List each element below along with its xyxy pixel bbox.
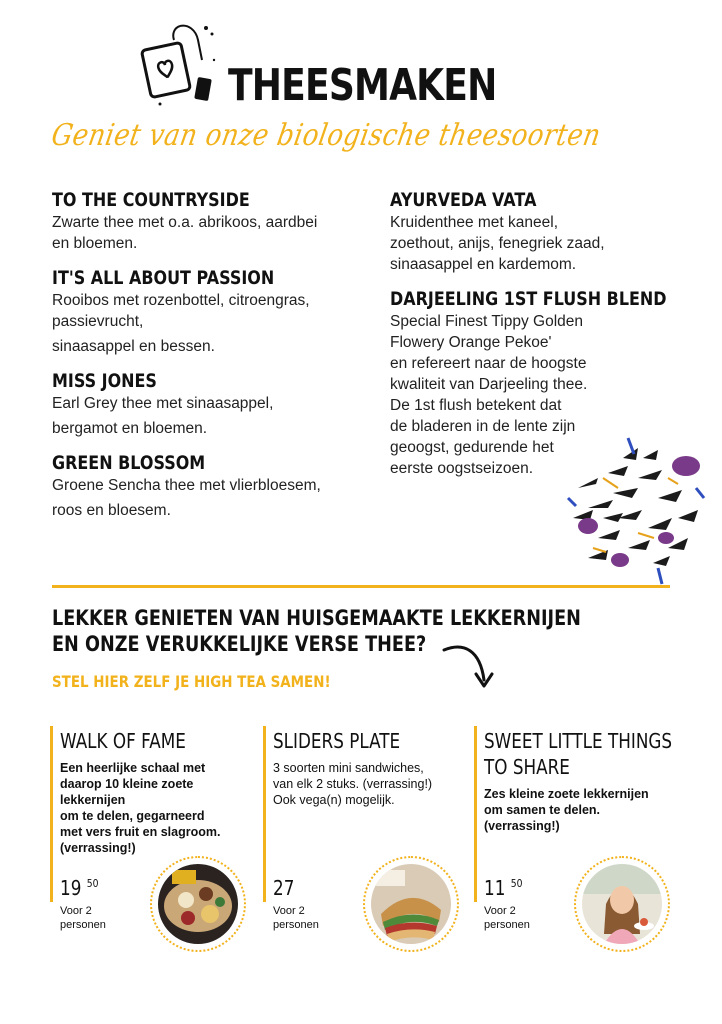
- tea-description-line: Earl Grey thee met sinaasappel,: [52, 395, 274, 412]
- menu-card-sliders-plate: [263, 726, 468, 976]
- tea-description-line: roos en bloesem.: [52, 502, 171, 519]
- tea-description-line: De 1st flush betekent dat: [390, 397, 562, 414]
- section-divider: [52, 585, 670, 588]
- tea-description-line: zoethout, anijs, fenegriek zaad,: [390, 235, 605, 252]
- tea-description-line: Groene Sencha thee met vlierbloesem,: [52, 477, 321, 494]
- tea-description-line: bergamot en bloemen.: [52, 420, 208, 437]
- price-main: 19: [60, 876, 82, 900]
- header: [0, 0, 722, 180]
- card-description-line: Een heerlijke schaal met: [60, 761, 206, 775]
- girl-with-treats-photo: [582, 864, 662, 944]
- tea-description-line: Special Finest Tippy Golden: [390, 313, 583, 330]
- card-persons: [273, 904, 319, 932]
- curved-arrow-icon: [440, 640, 500, 695]
- tea-description-line: sinaasappel en bessen.: [52, 338, 215, 355]
- card-description-line: Zes kleine zoete lekkernijen: [484, 787, 649, 801]
- persons-line: personen: [484, 919, 530, 931]
- persons-line: personen: [60, 919, 106, 931]
- sandwiches-photo: [371, 864, 451, 944]
- page-subtitle: Geniet van onze biologische theesoorten: [48, 118, 604, 153]
- card-price: [273, 876, 294, 900]
- card-price: [60, 876, 98, 900]
- card-description: [273, 760, 432, 808]
- tea-name: MISS JONES: [52, 370, 157, 392]
- price-main: 27: [273, 876, 295, 900]
- card-accent-bar: [474, 726, 477, 902]
- card-description-line: om te delen, gegarneerd: [60, 809, 205, 823]
- tea-list-left: [52, 188, 372, 533]
- tea-name: AYURVEDA VATA: [390, 189, 537, 211]
- card-title-line: TO SHARE: [484, 755, 570, 779]
- promo-title-line: EN ONZE VERUKKELIJKE VERSE THEE?: [52, 632, 427, 656]
- tea-description-line: sinaasappel en kardemom.: [390, 256, 577, 273]
- card-description-line: 3 soorten mini sandwiches,: [273, 761, 424, 775]
- menu-card-walk-of-fame: [50, 726, 255, 976]
- tea-description-line: eerste oogstseizoen.: [390, 460, 534, 477]
- tea-description-line: en refereert naar de hoogste: [390, 355, 587, 372]
- persons-line: personen: [273, 919, 319, 931]
- page-title: THEESMAKEN: [228, 60, 497, 111]
- card-title-line: SWEET LITTLE THINGS: [484, 729, 673, 753]
- tea-description-line: kwaliteit van Darjeeling thee.: [390, 376, 588, 393]
- card-description-line: met vers fruit en slagroom.: [60, 825, 221, 839]
- card-description-line: (verrassing!): [60, 841, 136, 855]
- tea-description: [390, 212, 670, 275]
- card-accent-bar: [263, 726, 266, 902]
- tea-description-line: en bloemen.: [52, 235, 138, 252]
- photo-frame: [363, 856, 459, 952]
- card-description-line: daarop 10 kleine zoete: [60, 777, 194, 791]
- menu-card-sweet-little-things: [474, 726, 679, 976]
- card-description-line: Ook vega(n) mogelijk.: [273, 793, 395, 807]
- card-persons: [60, 904, 106, 932]
- tea-name: DARJEELING 1ST FLUSH BLEND: [390, 288, 667, 310]
- persons-line: Voor 2: [273, 905, 305, 917]
- tea-item: [52, 266, 372, 357]
- tea-description-line: Rooibos met rozenbottel, citroengras,: [52, 292, 310, 309]
- tea-description-line: Kruidenthee met kaneel,: [390, 214, 559, 231]
- card-description: [484, 786, 649, 834]
- tea-item: [52, 451, 372, 521]
- promo-subtitle: STEL HIER ZELF JE HIGH TEA SAMEN!: [52, 672, 331, 691]
- teabag-icon: [140, 20, 220, 110]
- tea-name: TO THE COUNTRYSIDE: [52, 189, 250, 211]
- tea-description: [52, 475, 372, 521]
- dessert-platter-photo: [158, 864, 238, 944]
- tea-description-line: de bladeren in de lente zijn: [390, 418, 576, 435]
- tea-item: [390, 188, 670, 275]
- photo-frame: [574, 856, 670, 952]
- card-persons: [484, 904, 530, 932]
- tea-description: [52, 393, 372, 439]
- card-title: SLIDERS PLATE: [273, 729, 401, 753]
- tea-description-line: Flowery Orange Pekoe': [390, 334, 552, 351]
- tea-description-line: passievrucht,: [52, 313, 144, 330]
- tea-description: [52, 290, 372, 357]
- card-description-line: van elk 2 stuks. (verrassing!): [273, 777, 433, 791]
- price-cents: 50: [510, 877, 523, 890]
- tea-item: [52, 369, 372, 439]
- photo-frame: [150, 856, 246, 952]
- tea-leaves-image: [558, 418, 708, 588]
- price-cents: 50: [86, 877, 99, 890]
- card-description-line: (verrassing!): [484, 819, 560, 833]
- card-accent-bar: [50, 726, 53, 902]
- card-price: [484, 876, 522, 900]
- card-description-line: lekkernijen: [60, 793, 126, 807]
- promo-title: [52, 605, 581, 657]
- card-title: WALK OF FAME: [60, 729, 186, 753]
- card-description-line: om samen te delen.: [484, 803, 601, 817]
- tea-name: GREEN BLOSSOM: [52, 452, 206, 474]
- tea-item: [52, 188, 372, 254]
- tea-description-line: geoogst, gedurende het: [390, 439, 554, 456]
- tea-description: [52, 212, 372, 254]
- tea-name: IT'S ALL ABOUT PASSION: [52, 267, 275, 289]
- persons-line: Voor 2: [60, 905, 92, 917]
- card-title: [484, 728, 672, 780]
- persons-line: Voor 2: [484, 905, 516, 917]
- promo-title-line: LEKKER GENIETEN VAN HUISGEMAAKTE LEKKERNIJEN: [52, 606, 581, 630]
- card-description: [60, 760, 220, 856]
- tea-description-line: Zwarte thee met o.a. abrikoos, aardbei: [52, 214, 318, 231]
- price-main: 11: [484, 876, 506, 900]
